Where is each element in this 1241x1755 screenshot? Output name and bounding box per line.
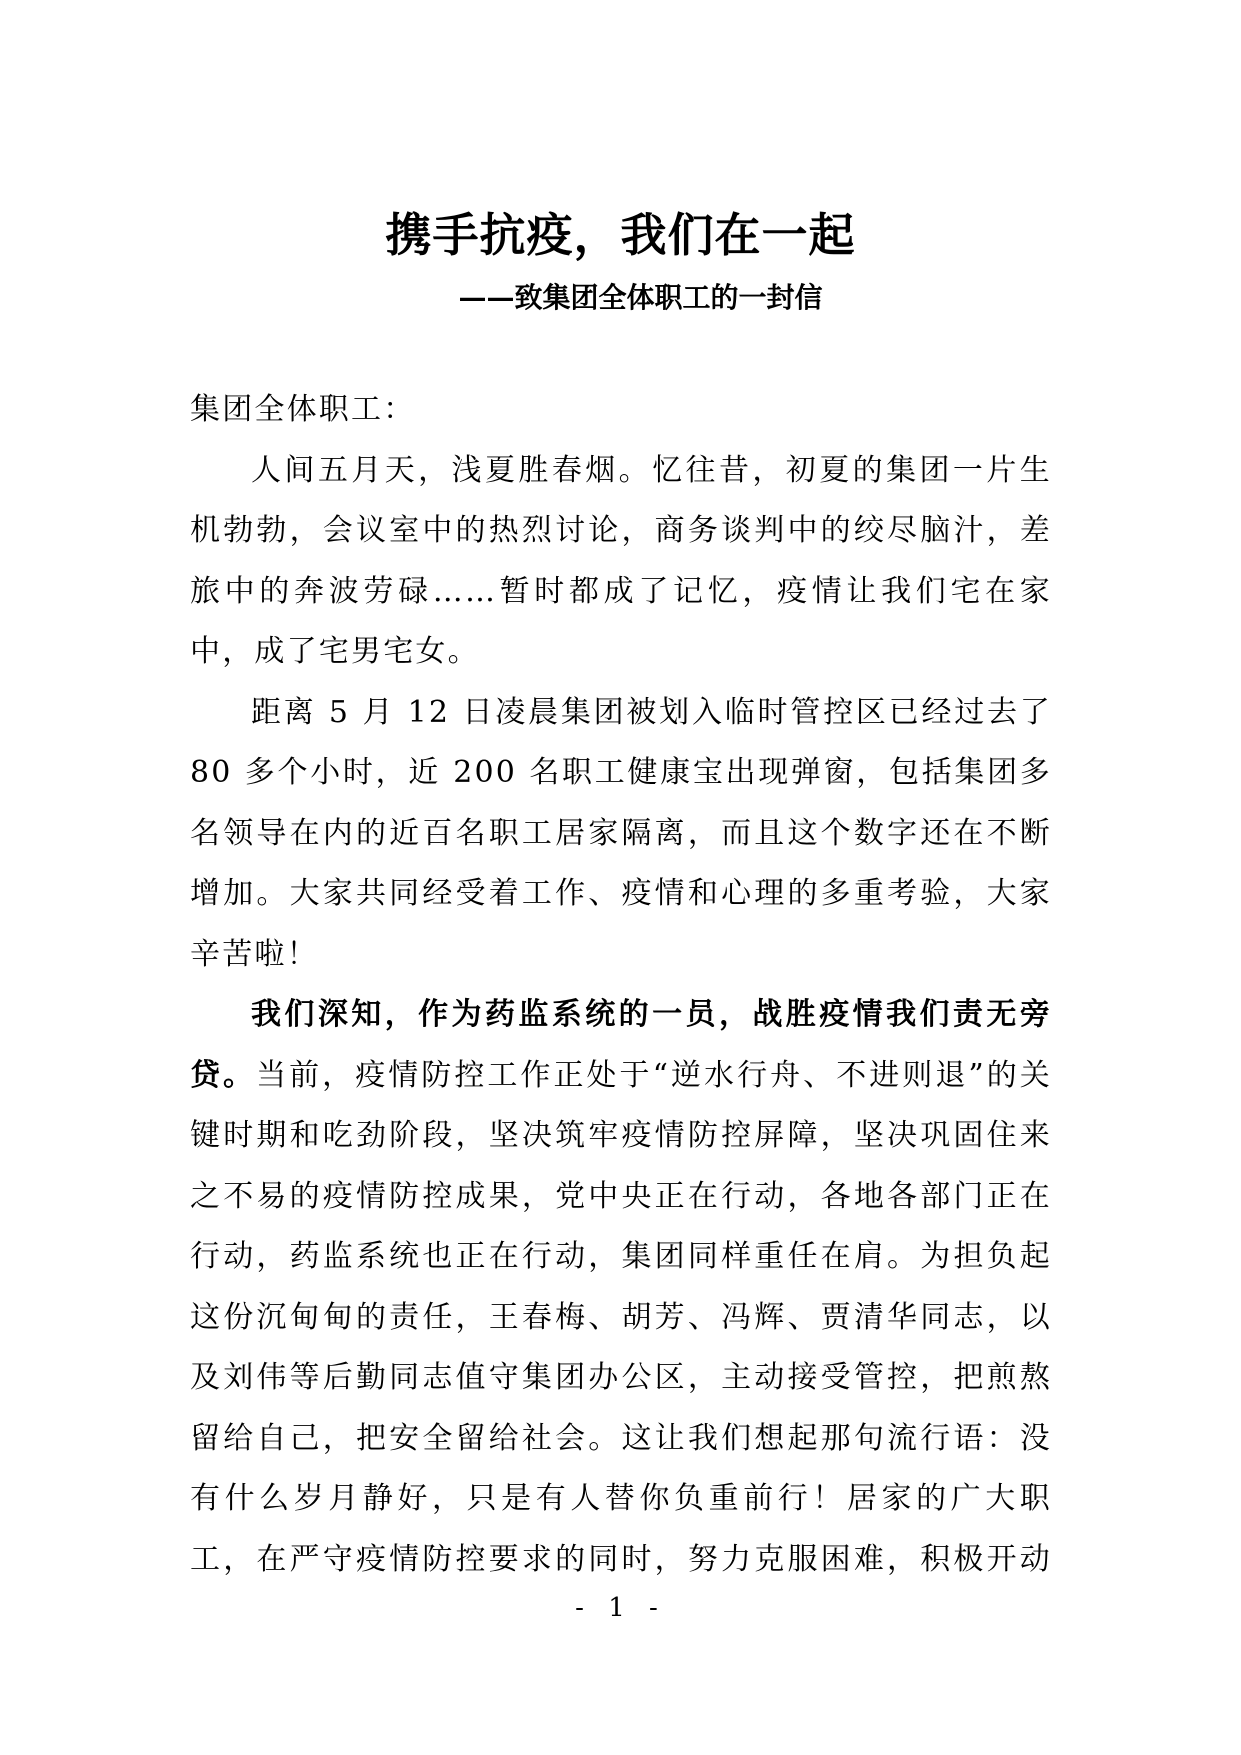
document-subtitle: ——致集团全体职工的一封信 (458, 281, 823, 314)
paragraph-3 (190, 985, 1052, 1590)
salutation: 集团全体职工： (190, 392, 416, 427)
paragraph-1: 人间五月天，浅夏胜春烟。忆往昔，初夏的集团一片生机勃勃，会议室中的热烈讨论，商务谈判中的绞尽脑汁，差旅中的奔波劳碌……暂时都成了记忆，疫情让我们宅在家中，成了宅男宅女。 (190, 452, 1052, 669)
page-number: - 1 - (575, 1593, 666, 1623)
paragraph-3-rest: 当前，疫情防控工作正处于“逆水行舟、不进则退”的关键时期和吃劲阶段，坚决筑牢疫情防控屏障，坚决巩固住来之不易的疫情防控成果，党中央正在行动，各地各部门正在行动，药监系统也正在行动，集团同样重任在肩。为担负起这份沉甸甸的责任，王春梅、胡芳、冯辉、贾清华同志，以及刘伟等后勤同志值守集团办公区，主动接受管控，把煎熬留给自己，把安全留给社会。这让我们想起那句流行语：没有什么岁月静好，只是有人替你负重前行！居家的广大职工，在严守疫情防控要求的同时，努力克服困难，积极开动 (190, 1057, 1052, 1577)
paragraph-3-lead: 我们深知，作为药监系统的一员，战胜疫情我们责无旁贷。 (190, 997, 1052, 1093)
letter-body (190, 380, 1052, 1590)
paragraph-2: 距离 5 月 12 日凌晨集团被划入临时管控区已经过去了80 多个小时，近 200 名职工健康宝出现弹窗，包括集团多名领导在内的近百名职工居家隔离，而且这个数字还在不断增加。大家共同经受着工作、疫情和心理的多重考验，大家辛苦啦！ (190, 694, 1052, 972)
document-title: 携手抗疫，我们在一起 (385, 208, 856, 262)
